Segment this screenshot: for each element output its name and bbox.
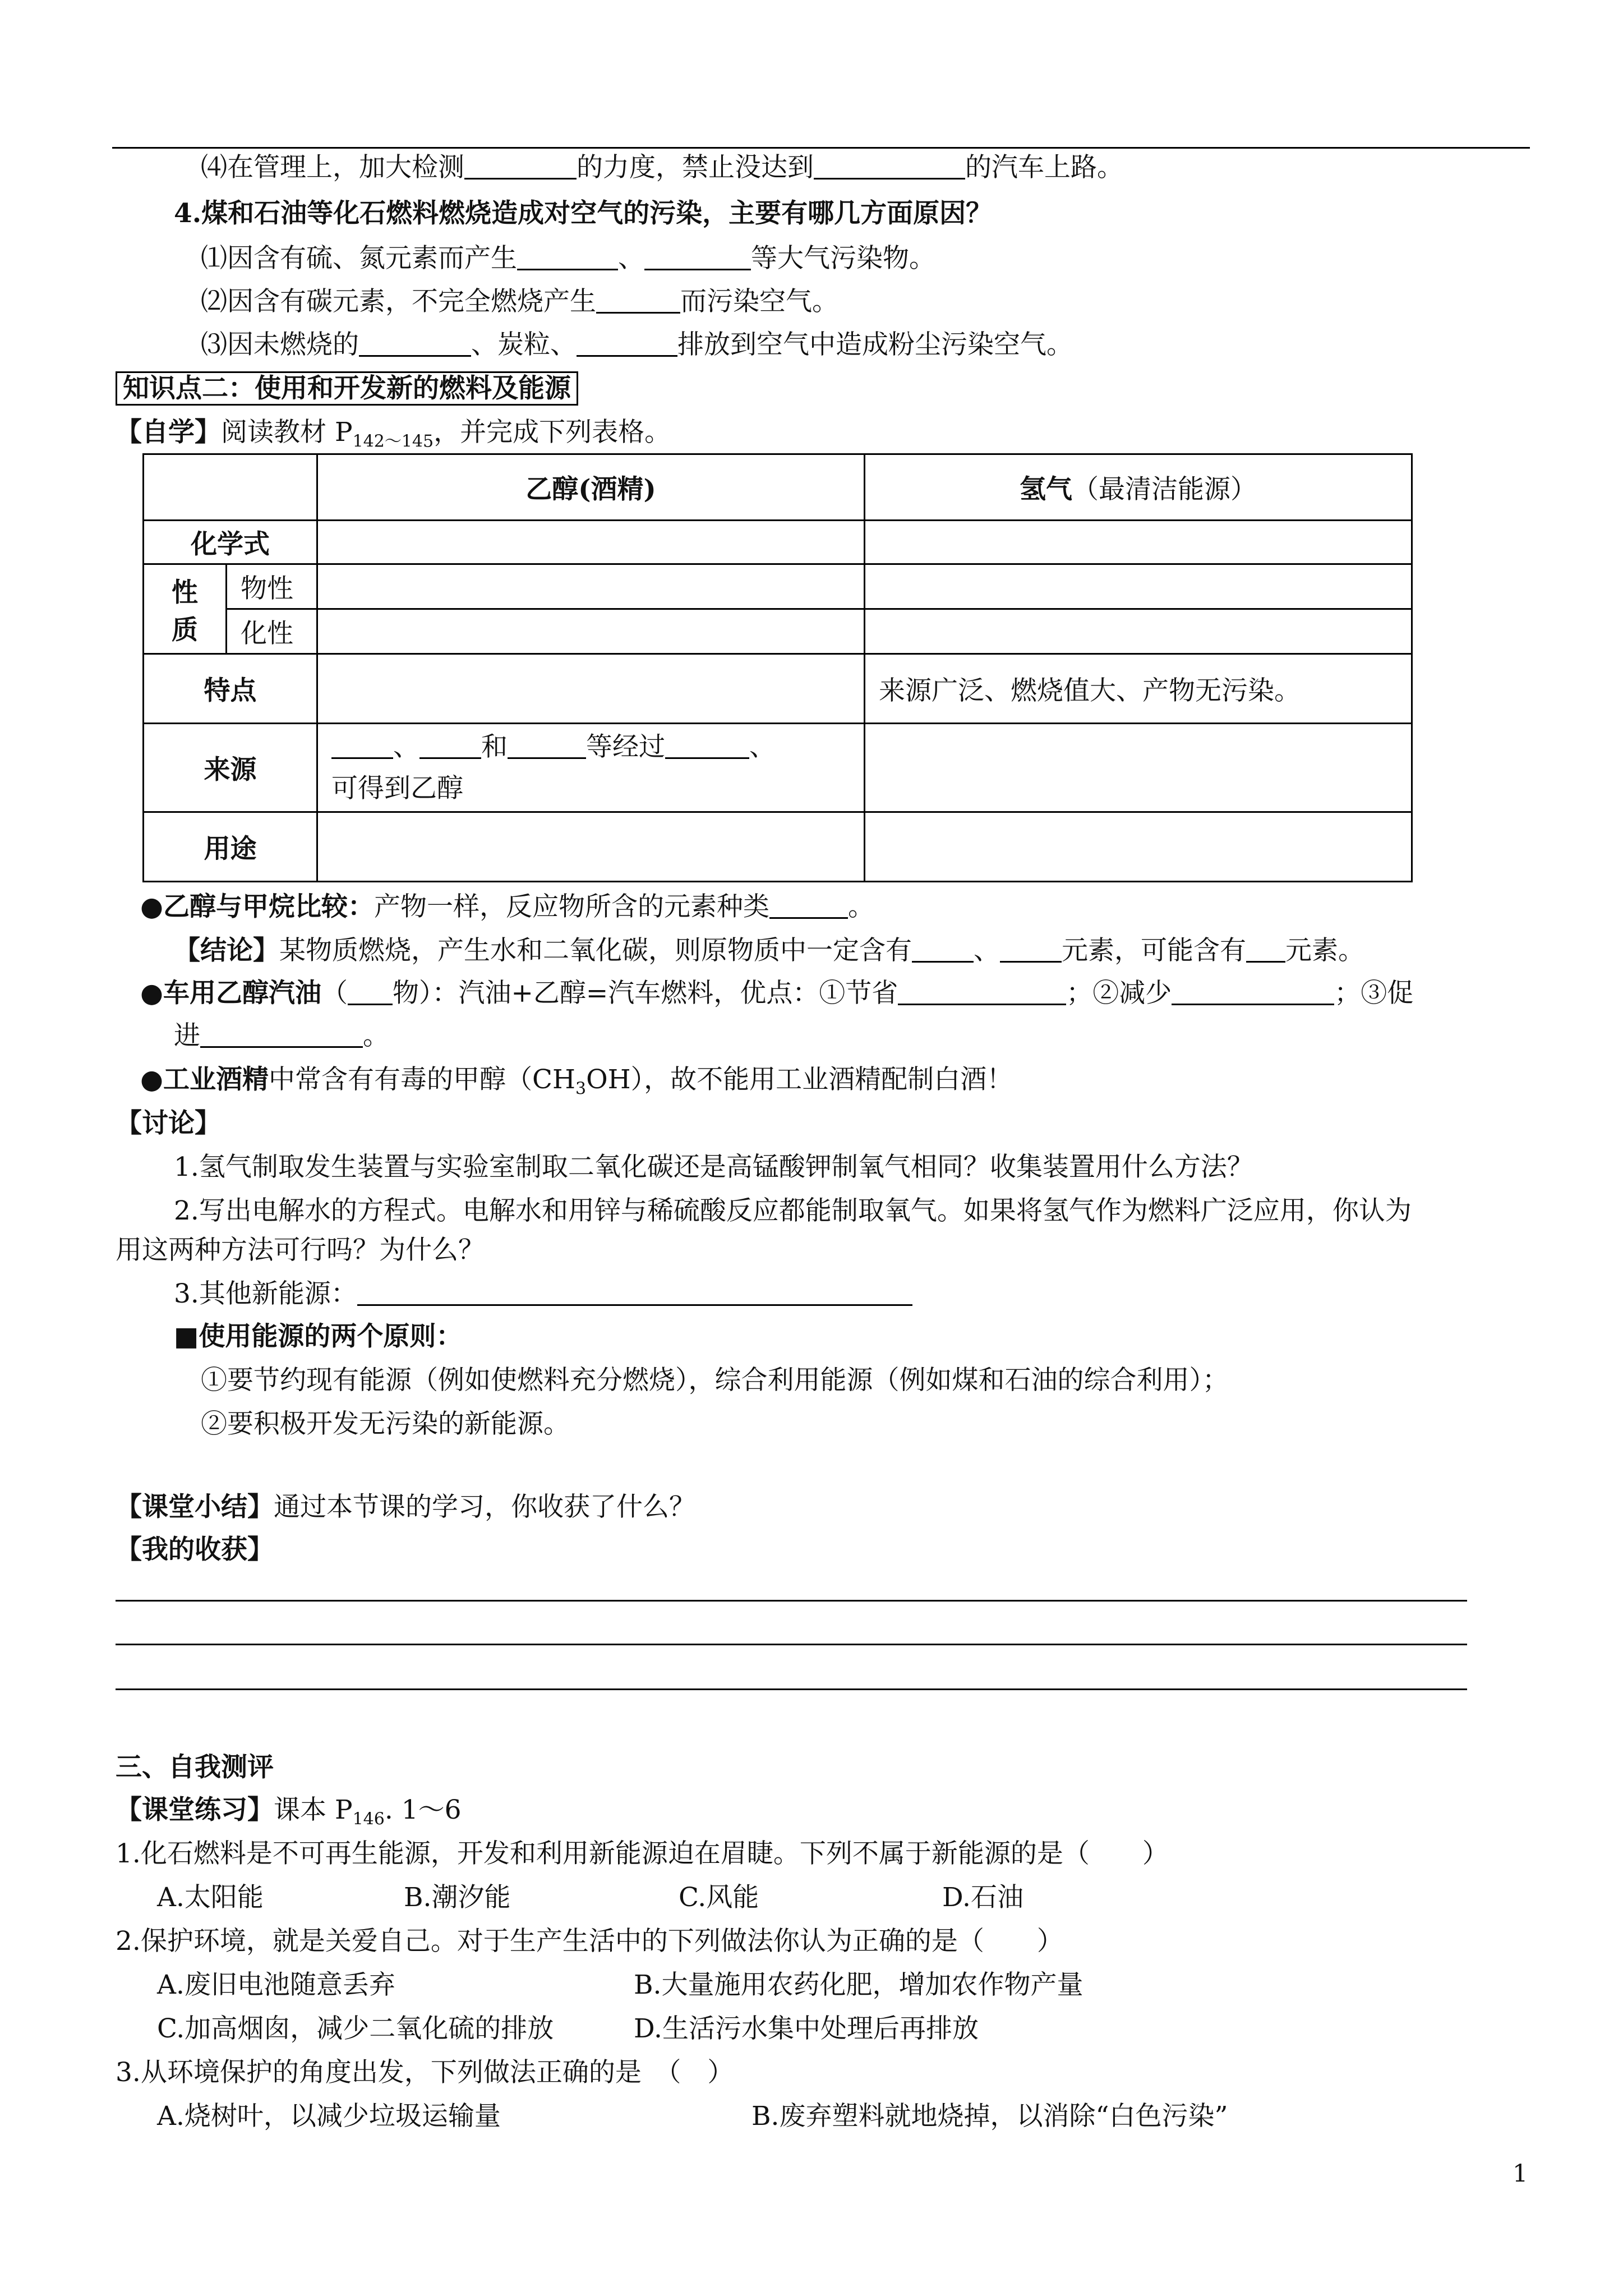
fuel-comparison-table [142,453,1413,882]
col-ethanol: 乙醇(酒精) [317,454,865,521]
text: 等大气污染物。 [751,243,935,274]
fill-blank[interactable] [359,328,471,357]
text: 。 [363,1020,389,1051]
text: 课本 P [274,1795,353,1825]
answer-cell[interactable] [865,564,1412,609]
answer-cell[interactable] [317,812,865,882]
answer-cell[interactable] [865,521,1412,564]
text: ；②减少 [1066,978,1172,1009]
question-2: 2.保护环境，就是关爱自己。对于生产生活中的下列做法你认为正确的是（ ） [116,1926,1063,1957]
q2-option-c[interactable]: C.加高烟囱，减少二氧化硫的排放 [157,2013,554,2044]
summary-line [116,1489,695,1526]
text: ⑶因未燃烧的 [201,329,359,360]
line-cause-3 [201,326,1073,364]
row-properties [144,564,227,654]
text: 而污染空气。 [680,286,838,317]
tag: 【课堂练习】 [116,1795,274,1825]
my-gains-heading: 【我的收获】 [116,1534,274,1565]
fill-blank[interactable] [357,1277,912,1306]
table-row [144,609,1412,654]
table-row [144,454,1412,521]
fill-blank[interactable] [1246,934,1285,963]
discussion-heading: 【讨论】 [116,1108,221,1139]
conclusion-line [174,932,1364,969]
text: 、 [974,935,1000,966]
text: 质 [172,614,198,646]
q2-option-b[interactable]: B.大量施用农药化肥，增加农作物产量 [634,1970,1083,2000]
text: ；③促 [1334,978,1414,1009]
table-row [144,812,1412,882]
fill-blank[interactable] [419,730,481,759]
answer-cell[interactable] [317,564,865,609]
text: （最清洁能源） [1072,474,1257,505]
text: 中常含有有毒的甲醇（CH [269,1064,575,1095]
header-rule [112,147,1530,149]
text: 某物质燃烧，产生水和二氧化碳，则原物质中一定含有 [279,935,912,966]
text: 等经过 [586,731,665,762]
line-item-4 [201,149,1123,186]
text: 性 [172,577,198,608]
text: OH），故不能用工业酒精配制白酒！ [586,1064,1013,1095]
text: ⑷在管理上，加大检测 [201,152,464,183]
question-1: 1.化石燃料是不可再生能源，开发和利用新能源迫在眉睫。下列不属于新能源的是（ ） [116,1838,1169,1869]
discussion-q2-cont: 用这两种方法可行吗？为什么？ [116,1235,485,1266]
discussion-q2: 2.写出电解水的方程式。电解水和用锌与稀硫酸反应都能制取氧气。如果将氢气作为燃料广泛应用，你认为 [174,1195,1412,1226]
answer-line[interactable] [116,1600,1467,1602]
q1-option-d[interactable]: D.石油 [942,1882,1023,1913]
text: 可得到乙醇 [331,772,463,804]
text: 、 [618,243,644,274]
q1-option-c[interactable]: C.风能 [679,1882,759,1913]
fill-blank[interactable] [814,151,965,180]
hydrogen-feature: 来源广泛、燃烧值大、产物无污染。 [865,654,1412,724]
ethanol-source [317,724,865,812]
subscript: 142～145 [352,431,434,452]
text: 进 [174,1020,200,1051]
text: 产物一样，反应物所含的元素种类 [374,891,770,922]
text: ●工业酒精 [140,1064,269,1095]
fill-blank[interactable] [1000,934,1062,963]
text: 、炭粒、 [471,329,577,360]
table-row [144,724,1412,812]
q1-option-b[interactable]: B.潮汐能 [404,1882,511,1913]
fill-blank[interactable] [1172,977,1334,1005]
table-cell [144,454,317,521]
text: ⑴因含有硫、氮元素而产生 [201,243,517,274]
row-formula: 化学式 [144,521,317,564]
section-heading-2 [116,370,578,407]
text: ，并完成下列表格。 [434,417,671,448]
fill-blank[interactable] [898,977,1066,1005]
self-test-heading: 三、自我测评 [116,1752,274,1783]
bullet-ethanol-gasoline [140,975,1413,1012]
text: 阅读教材 P [221,417,353,448]
table-row [144,521,1412,564]
question-4: 4.煤和石油等化石燃料燃烧造成对空气的污染，主要有哪几方面原因？ [174,198,993,229]
text: ●乙醇与甲烷比较： [140,891,375,922]
fill-blank[interactable] [200,1019,363,1048]
text: 物）：汽油+乙醇=汽车燃料，优点：①节省 [393,978,898,1009]
tag: 【课堂小结】 [116,1492,274,1522]
q2-option-d[interactable]: D.生活污水集中处理后再排放 [634,2013,979,2044]
text: 、 [393,731,419,762]
row-physical: 物性 [227,564,317,609]
text: 的力度，禁止没达到 [577,152,814,183]
fill-blank[interactable] [769,890,848,919]
answer-cell[interactable] [317,521,865,564]
col-hydrogen [865,454,1412,521]
table-row [144,564,1412,609]
q3-option-a[interactable]: A.烧树叶，以减少垃圾运输量 [157,2101,501,2132]
text: . 1～6 [384,1795,462,1825]
answer-cell[interactable] [865,609,1412,654]
text: 元素，可能含有 [1062,935,1246,966]
text: 元素。 [1285,935,1364,966]
fill-blank[interactable] [348,977,393,1005]
table-row [144,654,1412,724]
text: 的汽车上路。 [965,152,1123,183]
row-use: 用途 [144,812,317,882]
bullet-ethanol-methane [140,889,874,926]
answer-line[interactable] [116,1688,1467,1690]
line-cause-1 [201,240,935,277]
fill-blank[interactable] [517,242,618,270]
fill-blank[interactable] [464,151,577,180]
question-3: 3.从环境保护的角度出发，下列做法正确的是 （ ） [116,2057,734,2088]
fill-blank[interactable] [596,285,680,314]
page-number: 1 [1513,2160,1528,2188]
text: 排放到空气中造成粉尘污染空气。 [677,329,1073,360]
boxed-heading: 知识点二：使用和开发新的燃料及能源 [116,371,578,406]
answer-cell[interactable] [317,609,865,654]
fill-blank[interactable] [912,934,974,963]
fill-blank[interactable] [508,730,586,759]
q1-option-a[interactable]: A.太阳能 [157,1882,264,1913]
text: 、 [749,731,776,762]
q3-option-b[interactable]: B.废弃塑料就地烧掉，以消除“白色污染” [751,2101,1228,2132]
answer-cell[interactable] [317,654,865,724]
text: （ [321,978,348,1009]
principle-2: ②要积极开发无污染的新能源。 [201,1409,570,1439]
row-source: 来源 [144,724,317,812]
fill-blank[interactable] [665,730,749,759]
answer-line[interactable] [116,1644,1467,1645]
fill-blank[interactable] [331,730,393,759]
row-chemical: 化性 [227,609,317,654]
tag: 【结论】 [174,935,279,966]
tag: 【自学】 [116,417,221,448]
fill-blank[interactable] [577,328,677,357]
practice-line [116,1792,462,1838]
text: ⑵因含有碳元素，不完全燃烧产生 [201,286,596,317]
principles-heading: ■使用能源的两个原则： [174,1321,463,1352]
row-feature: 特点 [144,654,317,724]
discussion-q3 [174,1276,912,1313]
subscript: 3 [575,1079,587,1099]
text: 和 [481,731,508,762]
line-cause-2 [201,283,838,320]
bullet-ethanol-gasoline-cont [174,1018,389,1055]
fill-blank[interactable] [644,242,751,270]
answer-cell[interactable] [865,812,1412,882]
text: 通过本节课的学习，你收获了什么？ [274,1492,695,1522]
text: ●车用乙醇汽油 [140,978,322,1009]
discussion-q1: 1.氢气制取发生装置与实验室制取二氧化碳还是高锰酸钾制氧气相同？收集装置用什么方法？ [174,1152,1253,1182]
subscript: 146 [352,1809,385,1829]
text: 3.其他新能源： [174,1278,357,1309]
text: 氢气 [1020,474,1072,505]
q2-option-a[interactable]: A.废旧电池随意丢弃 [157,1970,395,2000]
bullet-industrial-alcohol [140,1061,1013,1107]
answer-cell[interactable] [865,724,1412,812]
text: 。 [848,891,875,922]
principle-1: ①要节约现有能源（例如使燃料充分燃烧），综合利用能源（例如煤和石油的综合利用）； [201,1365,1229,1396]
